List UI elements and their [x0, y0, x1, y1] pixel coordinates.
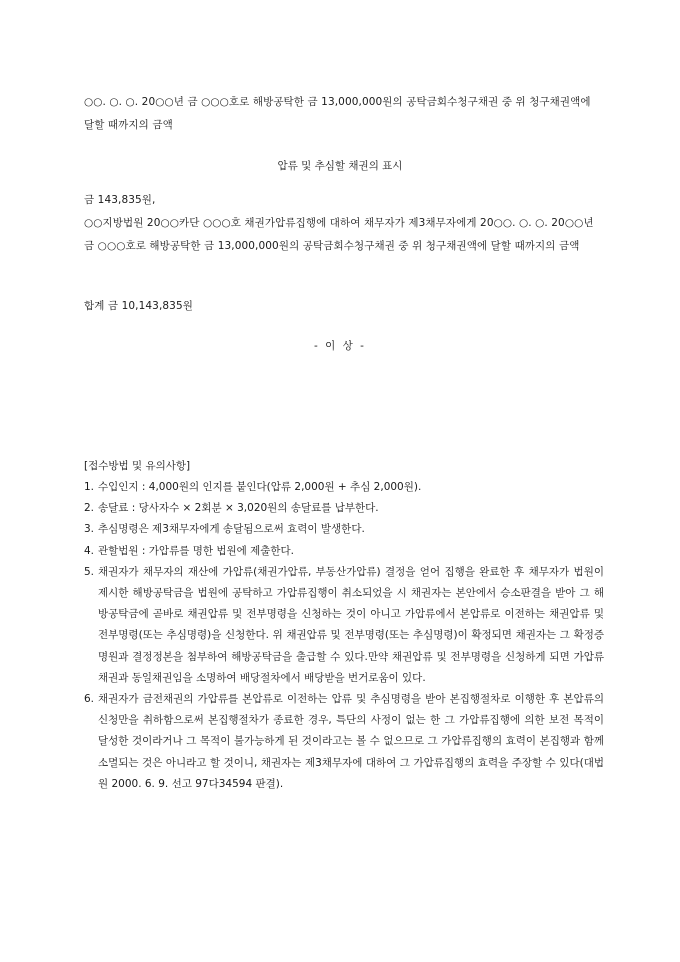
notes-list: [84, 477, 604, 795]
note-text: 수입인지 : 4,000원의 인지를 붙인다(압류 2,000원 + 추심 2,000원).: [98, 481, 422, 493]
note-number: 5.: [84, 565, 95, 578]
section-title: 압류 및 추심할 채권의 표시: [277, 160, 403, 172]
end-mark: - 이 상 -: [314, 340, 366, 352]
note-item: [84, 477, 604, 498]
notes-heading: [접수방법 및 유의사항]: [84, 460, 191, 472]
note-text: 송달료 : 당사자수 × 2회분 × 3,020원의 송달료를 납부한다.: [98, 502, 379, 515]
note-text: 추심명령은 제3채무자에게 송달됨으로써 효력이 발생한다.: [98, 523, 365, 536]
amount-detail-paragraph: ○○지방법원 20○○카단 ○○○호 채권가압류집행에 대하여 채무자가 제3채무자에게 20○○. ○. ○. 20○○년 금 ○○○호로 해방공탁한 금 13,000,000원의 공탁금회수청구채권 중 위 청구채권액에 달할 때까지의 금액: [84, 217, 594, 252]
note-text: 채권자가 금전채권의 가압류를 본압류로 이전하는 압류 및 추심명령을 받아 본집행절차로 이행한 후 본압류의 신청만을 취하함으로써 본집행절차가 종료한 경우, 특단의 사정이 없는 한 그 가압류집행에 의한 보전 목적이 달성한 것이라거나 그 목적이 불가능하게 된 것이라고는 볼 수 없으므로 그 가압류집행의 효력이 본집행과 함께 소멸되는 것은 아니라고 할 것이니, 채권자는 제3채무자에 대하여 그 가압류집행의 효력을 주장할 수 있다(대법원 2000. 6. 9. 선고 97다34594 판결).: [98, 693, 604, 790]
total-amount-line: 합계 금 10,143,835원: [84, 300, 193, 312]
note-number: 3.: [84, 523, 95, 536]
note-item: [84, 562, 604, 689]
note-text: 관할법원 : 가압류를 명한 법원에 제출한다.: [98, 544, 294, 557]
claim-description-paragraph: ○○. ○. ○. 20○○년 금 ○○○호로 해방공탁한 금 13,000,000원의 공탁금회수청구채권 중 위 청구채권액에 달할 때까지의 금액: [84, 96, 591, 131]
amount-line: 금 143,835원,: [84, 194, 156, 206]
note-item: [84, 689, 604, 795]
note-item: [84, 498, 604, 519]
filing-notes: [84, 455, 604, 795]
note-number: 6.: [84, 693, 95, 706]
note-number: 4.: [84, 544, 95, 557]
note-text: 채권자가 채무자의 재산에 가압류(채권가압류, 부동산가압류) 결정을 얻어 집행을 완료한 후 채무자가 법원이 제시한 해방공탁금을 법원에 공탁하고 가압류집행이 취소되었을 시 채권자는 본안에서 승소판결을 받아 그 해방공탁금에 곧바로 채권압류 및 전부명령을 신청하는 것이 아니고 가압류에서 본압류로 이전하는 채권압류 및 전부명령(또는 추심명령)을 신청한다. 위 채권압류 및 전부명령(또는 추심명령)이 확정되면 채권자는 그 확정증명원과 결정정본을 첨부하여 해방공탁금을 출급할 수 있다.만약 채권압류 및 전부명령을 신청하게 되면 가압류채권과 동일채권임을 소명하여 배당절차에서 배당받을 번거로움이 있다.: [98, 565, 604, 684]
note-item: [84, 519, 604, 540]
note-number: 2.: [84, 502, 95, 515]
note-item: [84, 541, 604, 562]
note-number: 1.: [84, 481, 95, 493]
